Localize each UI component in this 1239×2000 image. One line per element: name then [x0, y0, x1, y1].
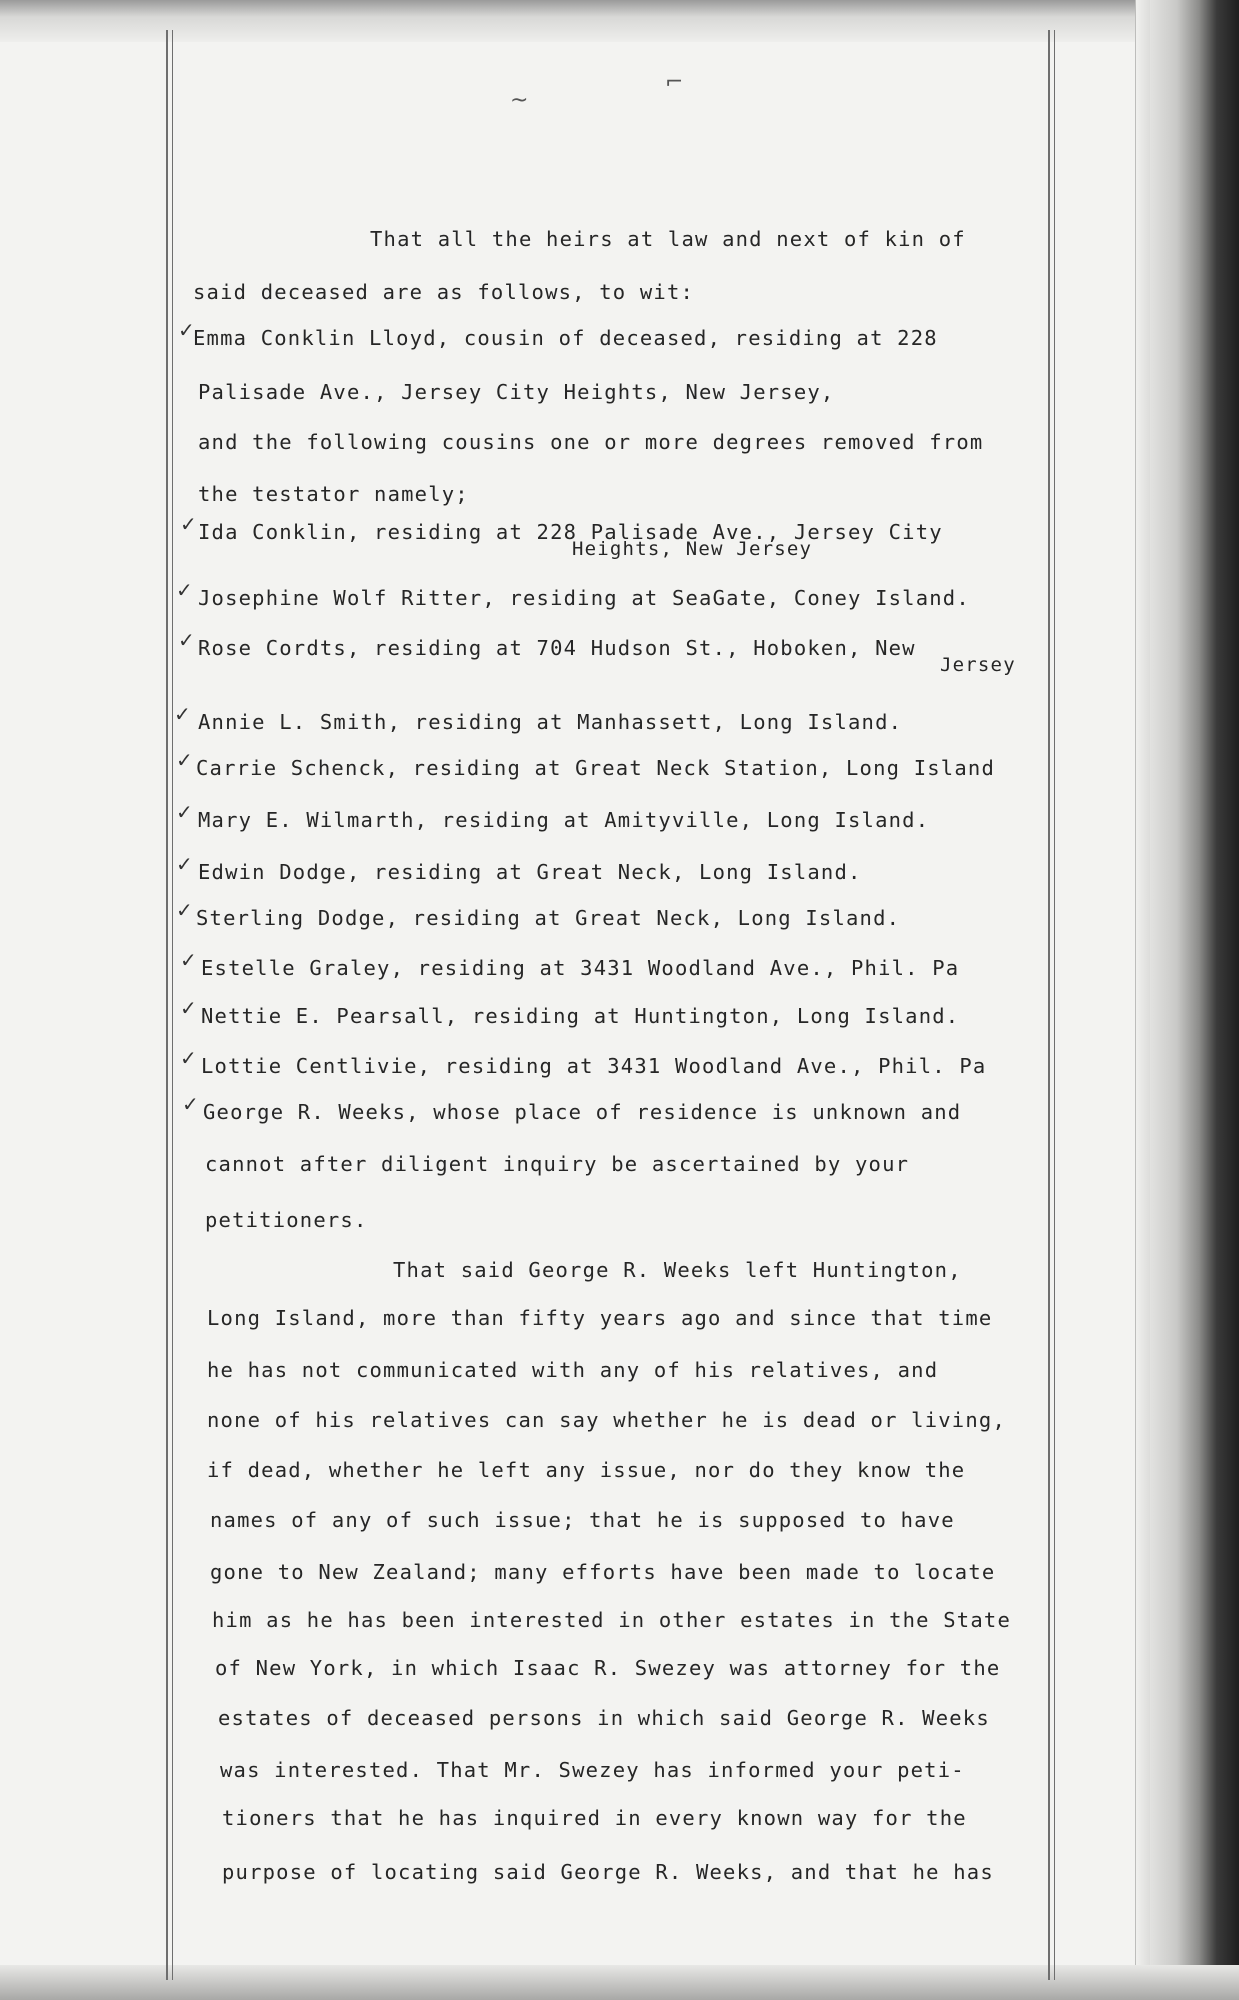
binding-edge — [1150, 0, 1239, 2000]
checkmark-icon: ✓ — [176, 852, 193, 876]
checkmark-icon: ✓ — [176, 800, 193, 824]
checkmark-icon: ✓ — [178, 318, 195, 342]
checkmark-icon: ✓ — [176, 898, 193, 922]
text-line: gone to New Zealand; many efforts have been made to locate — [210, 1560, 996, 1584]
text-line: purpose of locating said George R. Weeks, and that he has — [222, 1860, 994, 1884]
text-line: Ida Conklin, residing at 228 Palisade Ave., Jersey City — [198, 520, 943, 544]
text-line: Mary E. Wilmarth, residing at Amityville, Long Island. — [198, 808, 930, 832]
checkmark-icon: ✓ — [176, 748, 193, 772]
text-line: That all the heirs at law and next of kin of — [370, 227, 966, 251]
text-line: estates of deceased persons in which said George R. Weeks — [218, 1706, 990, 1730]
text-line: Palisade Ave., Jersey City Heights, New Jersey, — [198, 380, 835, 404]
text-line: said deceased are as follows, to wit: — [193, 280, 695, 304]
text-line: and the following cousins one or more degrees removed from — [198, 430, 984, 454]
text-line: if dead, whether he left any issue, nor do they know the — [207, 1458, 966, 1482]
right-margin-rule — [1048, 30, 1050, 1980]
text-line: Edwin Dodge, residing at Great Neck, Long Island. — [198, 860, 862, 884]
text-line: cannot after diligent inquiry be ascertained by your — [205, 1152, 910, 1176]
text-line: names of any of such issue; that he is supposed to have — [210, 1508, 955, 1532]
text-line: Josephine Wolf Ritter, residing at SeaGate, Coney Island. — [198, 586, 970, 610]
left-margin-rule — [166, 30, 168, 1980]
text-line: Lottie Centlivie, residing at 3431 Woodland Ave., Phil. Pa — [201, 1054, 987, 1078]
text-line: none of his relatives can say whether he is dead or living, — [207, 1408, 1006, 1432]
text-line: That said George R. Weeks left Huntington, — [393, 1258, 962, 1282]
text-line: Carrie Schenck, residing at Great Neck Station, Long Island — [196, 756, 995, 780]
text-line: Heights, New Jersey — [572, 538, 813, 560]
checkmark-icon: ✓ — [174, 702, 191, 726]
text-line: of New York, in which Isaac R. Swezey was attorney for the — [215, 1656, 1001, 1680]
text-line: he has not communicated with any of his relatives, and — [207, 1358, 939, 1382]
ink-mark: ⌐ — [665, 70, 684, 95]
ink-mark: ~ — [510, 88, 529, 113]
checkmark-icon: ✓ — [182, 1092, 199, 1116]
text-line: him as he has been interested in other estates in the State — [212, 1608, 1011, 1632]
text-line: petitioners. — [205, 1208, 368, 1232]
text-line: Sterling Dodge, residing at Great Neck, Long Island. — [196, 906, 901, 930]
checkmark-icon: ✓ — [180, 1046, 197, 1070]
text-line: Jersey — [940, 654, 1016, 676]
text-line: tioners that he has inquired in every known way for the — [222, 1806, 967, 1830]
checkmark-icon: ✓ — [178, 628, 195, 652]
text-line: the testator namely; — [198, 482, 469, 506]
checkmark-icon: ✓ — [176, 578, 193, 602]
text-line: Rose Cordts, residing at 704 Hudson St., Hoboken, New — [198, 636, 916, 660]
text-line: Annie L. Smith, residing at Manhassett, Long Island. — [198, 710, 903, 734]
left-margin-rule-inner — [172, 30, 173, 1980]
text-line: was interested. That Mr. Swezey has informed your peti- — [220, 1758, 965, 1782]
right-margin-rule-inner — [1054, 30, 1055, 1980]
checkmark-icon: ✓ — [180, 512, 197, 536]
text-line: Emma Conklin Lloyd, cousin of deceased, residing at 228 — [193, 326, 938, 350]
text-line: Estelle Graley, residing at 3431 Woodland Ave., Phil. Pa — [201, 956, 960, 980]
text-line: Nettie E. Pearsall, residing at Huntington, Long Island. — [201, 1004, 960, 1028]
checkmark-icon: ✓ — [180, 996, 197, 1020]
text-line: Long Island, more than fifty years ago and since that time — [207, 1306, 993, 1330]
text-line: George R. Weeks, whose place of residence is unknown and — [203, 1100, 962, 1124]
checkmark-icon: ✓ — [180, 948, 197, 972]
